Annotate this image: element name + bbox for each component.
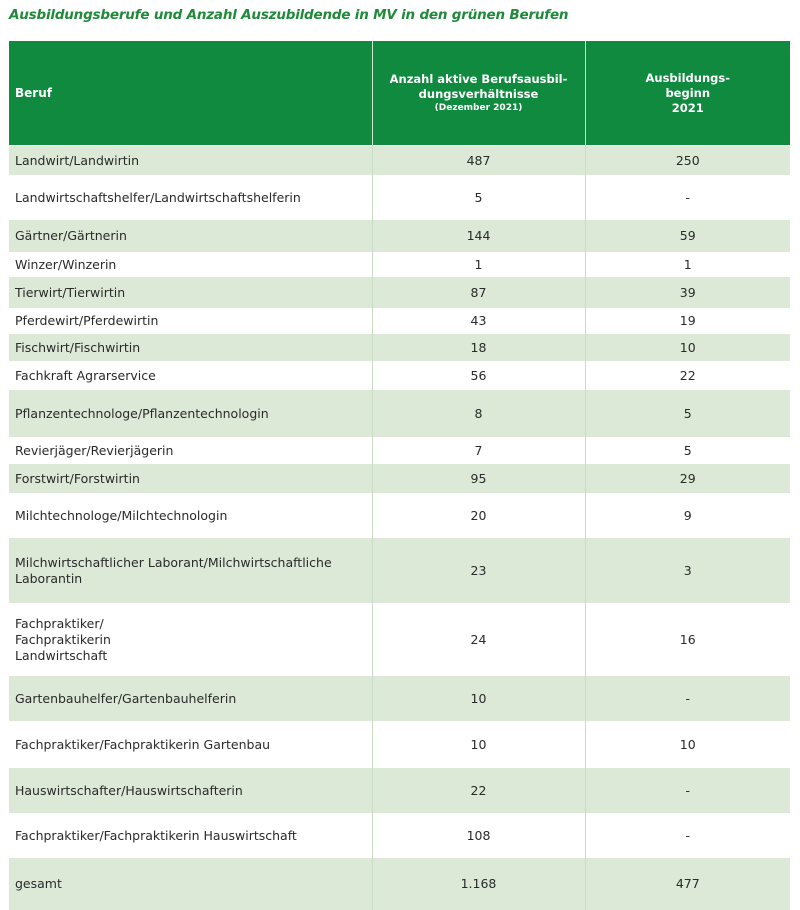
header-beruf: Beruf	[9, 41, 372, 146]
table-row	[9, 768, 790, 814]
cell-training-start: 16	[585, 604, 790, 676]
cell-active-contracts: 10	[372, 676, 585, 722]
header-active-line1: Anzahl aktive Berufsausbil-	[389, 71, 568, 86]
table-row	[9, 277, 790, 309]
cell-training-start: 39	[585, 277, 790, 309]
cell-beruf: Tierwirt/Tierwirtin	[9, 277, 372, 309]
header-training-start	[585, 41, 790, 146]
cell-beruf: Fachkraft Agrarservice	[9, 362, 372, 390]
cell-training-start: -	[585, 176, 790, 220]
cell-training-start: -	[585, 814, 790, 858]
cell-beruf: Revierjäger/Revierjägerin	[9, 438, 372, 464]
cell-beruf: Pferdewirt/Pferdewirtin	[9, 309, 372, 334]
cell-training-start: 5	[585, 390, 790, 438]
header-start-line1: Ausbildungs-	[645, 70, 730, 85]
table-row	[9, 538, 790, 604]
table-row	[9, 309, 790, 334]
cell-beruf: Fischwirt/Fischwirtin	[9, 334, 372, 362]
cell-training-start: 19	[585, 309, 790, 334]
cell-training-start: 10	[585, 334, 790, 362]
table-row	[9, 253, 790, 277]
cell-active-contracts: 43	[372, 309, 585, 334]
cell-beruf: gesamt	[9, 858, 372, 910]
cell-beruf: Fachpraktiker/Fachpraktikerin Hauswirtschaft	[9, 814, 372, 858]
cell-beruf: Winzer/Winzerin	[9, 253, 372, 277]
table-row	[9, 676, 790, 722]
cell-active-contracts: 144	[372, 220, 585, 253]
cell-training-start: 22	[585, 362, 790, 390]
cell-active-contracts: 56	[372, 362, 585, 390]
cell-training-start: 5	[585, 438, 790, 464]
table-row	[9, 494, 790, 538]
table-header	[9, 41, 790, 146]
cell-training-start: 3	[585, 538, 790, 604]
total-row	[9, 858, 790, 910]
cell-beruf: Hauswirtschafter/Hauswirtschafterin	[9, 768, 372, 814]
cell-active-contracts: 7	[372, 438, 585, 464]
cell-training-start: 477	[585, 858, 790, 910]
cell-beruf: Gartenbauhelfer/Gartenbauhelferin	[9, 676, 372, 722]
cell-active-contracts: 108	[372, 814, 585, 858]
table-row	[9, 722, 790, 768]
cell-active-contracts: 95	[372, 464, 585, 494]
cell-training-start: 10	[585, 722, 790, 768]
header-active-sub: (Dezember 2021)	[434, 102, 523, 113]
cell-training-start: 29	[585, 464, 790, 494]
table-row	[9, 814, 790, 858]
header-active-line2: dungsverhältnisse	[418, 86, 539, 101]
table-row	[9, 438, 790, 464]
cell-active-contracts: 20	[372, 494, 585, 538]
cell-active-contracts: 22	[372, 768, 585, 814]
cell-active-contracts: 23	[372, 538, 585, 604]
cell-training-start: 1	[585, 253, 790, 277]
cell-active-contracts: 24	[372, 604, 585, 676]
page-title: Ausbildungsberufe und Anzahl Auszubildende in MV in den grünen Berufen	[9, 7, 569, 23]
cell-beruf: Landwirtschaftshelfer/Landwirtschaftshelferin	[9, 176, 372, 220]
cell-beruf: Landwirt/Landwirtin	[9, 146, 372, 176]
cell-beruf: Milchwirtschaftlicher Laborant/Milchwirtschaftliche Laborantin	[9, 538, 372, 604]
cell-active-contracts: 1.168	[372, 858, 585, 910]
table-row	[9, 390, 790, 438]
cell-active-contracts: 87	[372, 277, 585, 309]
table-row	[9, 176, 790, 220]
cell-active-contracts: 1	[372, 253, 585, 277]
header-active-contracts	[372, 41, 585, 146]
cell-active-contracts: 487	[372, 146, 585, 176]
cell-active-contracts: 5	[372, 176, 585, 220]
cell-training-start: 59	[585, 220, 790, 253]
cell-beruf: Pflanzentechnologe/Pflanzentechnologin	[9, 390, 372, 438]
cell-training-start: -	[585, 768, 790, 814]
table-row	[9, 464, 790, 494]
cell-active-contracts: 8	[372, 390, 585, 438]
cell-beruf: Milchtechnologe/Milchtechnologin	[9, 494, 372, 538]
cell-training-start: -	[585, 676, 790, 722]
cell-active-contracts: 18	[372, 334, 585, 362]
table-row	[9, 604, 790, 676]
table-row	[9, 334, 790, 362]
table-body	[9, 146, 790, 910]
cell-beruf: Gärtner/Gärtnerin	[9, 220, 372, 253]
cell-active-contracts: 10	[372, 722, 585, 768]
table-row	[9, 362, 790, 390]
apprenticeship-table	[9, 41, 790, 910]
cell-training-start: 250	[585, 146, 790, 176]
cell-training-start: 9	[585, 494, 790, 538]
header-start-line3: 2021	[671, 100, 704, 115]
cell-beruf: Fachpraktiker/Fachpraktikerin Gartenbau	[9, 722, 372, 768]
cell-beruf: Fachpraktiker/ Fachpraktikerin Landwirtschaft	[9, 604, 372, 676]
header-start-line2: beginn	[665, 85, 711, 100]
table-row	[9, 146, 790, 176]
table-row	[9, 220, 790, 253]
cell-beruf: Forstwirt/Forstwirtin	[9, 464, 372, 494]
